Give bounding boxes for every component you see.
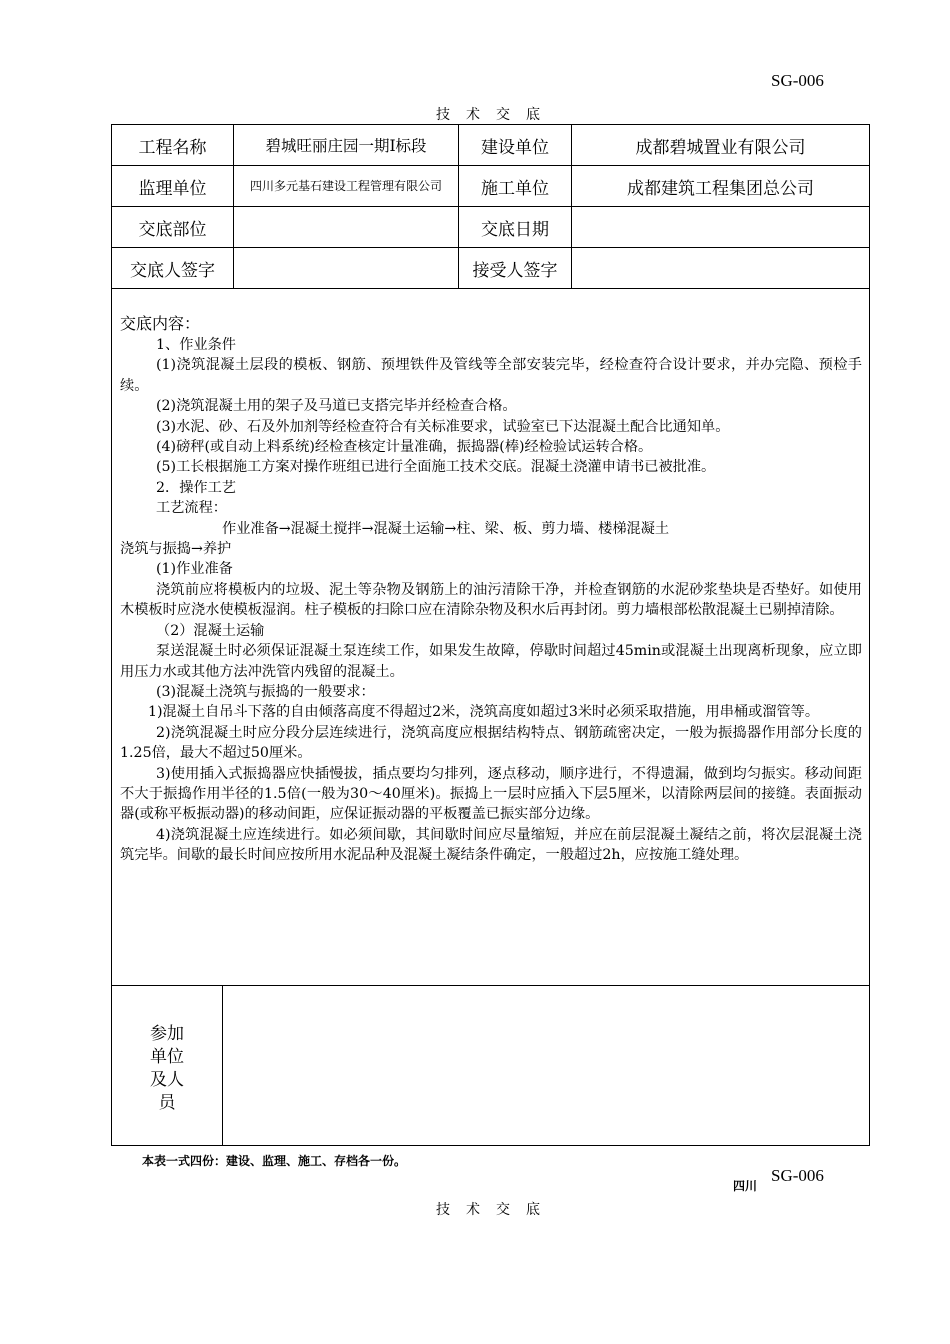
- owner-value: 成都碧城置业有限公司: [572, 125, 870, 166]
- participants-label-line: 单位: [150, 1047, 184, 1067]
- giver-sign-field[interactable]: [234, 248, 459, 289]
- contractor-label: 施工单位: [459, 166, 572, 207]
- paragraph: 4)浇筑混凝土应连续进行。如必须间歇，其间歇时间应尽量缩短，并应在前层混凝土凝结之前，将次层混凝土浇筑完毕。间歇的最长时间应按所用水泥品种及混凝土凝结条件确定，一般超过2h，应按施工缝处理。: [120, 826, 862, 864]
- date-label: 交底日期: [459, 207, 572, 248]
- project-name-value: 碧城旺丽庄园一期Ⅰ标段: [234, 125, 459, 166]
- participants-label-line: 员: [158, 1093, 176, 1113]
- header-table: [111, 124, 870, 289]
- paragraph: (4)磅秤(或自动上料系统)经检查核定计量准确，振捣器(棒)经检验试运转合格。: [156, 439, 653, 456]
- page2-fragment: 四川: [733, 1179, 758, 1193]
- paragraph: (2)浇筑混凝土用的架子及马道已支搭完毕并经检查合格。: [156, 398, 517, 415]
- footnote: 本表一式四份：建设、监理、施工、存档各一份。: [142, 1154, 407, 1168]
- title-char: 底: [526, 107, 540, 123]
- title-char: 术: [466, 1202, 480, 1218]
- participants-label-line: 参加: [150, 1024, 184, 1044]
- paragraph: 浇筑前应将模板内的垃圾、泥土等杂物及钢筋上的油污清除干净，并检查钢筋的水泥砂浆垫块是否垫好。如使用木模板时应浇水使模板湿润。柱子模板的扫除口应在清除杂物及积水后再封闭。剪力墙根部松散混凝土已剔掉清除。: [120, 581, 862, 619]
- title-char: 交: [496, 1202, 510, 1218]
- contractor-value: 成都建筑工程集团总公司: [572, 166, 870, 207]
- process-flow: 作业准备→混凝土搅拌→混凝土运输→柱、梁、板、剪力墙、楼梯混凝土: [222, 520, 670, 537]
- content-heading: 交底内容：: [120, 314, 201, 333]
- form-code-page2: SG-006: [771, 1166, 824, 1185]
- participants-box: [111, 985, 870, 1146]
- page-title: [436, 104, 540, 124]
- title-char: 交: [496, 107, 510, 123]
- paragraph: (1)浇筑混凝土层段的模板、钢筋、预埋铁件及管线等全部安装完毕，经检查符合设计要求，并办完隐、预检手续。: [120, 357, 862, 394]
- form-code: SG-006: [771, 71, 824, 90]
- process-flow: 浇筑与振捣→养护: [120, 541, 232, 558]
- title-char: 底: [526, 1202, 540, 1218]
- title-char: 术: [466, 107, 480, 123]
- paragraph: 2)浇筑混凝土时应分段分层连续进行，浇筑高度应根据结构特点、钢筋疏密决定，一般为振捣器作用部分长度的1.25倍，最大不超过50厘米。: [120, 724, 862, 762]
- receiver-sign-field[interactable]: [572, 248, 870, 289]
- participants-label-line: 及人: [150, 1070, 184, 1090]
- paragraph: 泵送混凝土时必须保证混凝土泵连续工作，如果发生故障，停歇时间超过45min或混凝土出现离析现象，应立即用压力水或其他方法冲洗管内残留的混凝土。: [120, 643, 862, 680]
- paragraph: （2）混凝土运输: [156, 622, 265, 639]
- paragraph: (3)混凝土浇筑与振捣的一般要求：: [156, 683, 375, 700]
- paragraph: 工艺流程：: [156, 500, 227, 517]
- paragraph: 1)混凝土自吊斗下落的自由倾落高度不得超过2米，浇筑高度如超过3米时必须采取措施，用串桶或溜管等。: [148, 704, 820, 721]
- owner-label: 建设单位: [459, 125, 572, 166]
- participants-field[interactable]: [223, 985, 869, 1145]
- supervisor-label: 监理单位: [112, 166, 234, 207]
- section-heading: 1、作业条件: [156, 337, 236, 353]
- receiver-sign-label: 接受人签字: [459, 248, 572, 289]
- project-name-label: 工程名称: [112, 125, 234, 166]
- paragraph: (5)工长根据施工方案对操作班组已进行全面施工技术交底。混凝土浇灌申请书已被批准。: [156, 459, 716, 476]
- paragraph: (3)水泥、砂、石及外加剂等经检查符合有关标准要求，试验室已下达混凝土配合比通知单。: [156, 418, 730, 435]
- paragraph: 3)使用插入式振捣器应快插慢拔，插点要均匀排列，逐点移动，顺序进行，不得遗漏，做到均匀振实。移动间距不大于振捣作用半径的1.5倍(一般为30～40厘米)。振捣上一层时应插入下层5厘米，以清除两层间的接缝。表面振动器(或称平板振动器)的移动间距，应保证振动器的平板覆盖已振实部分边缘。: [120, 765, 862, 823]
- supervisor-value: 四川多元基石建设工程管理有限公司: [234, 166, 459, 207]
- section-heading: 2．操作工艺: [156, 479, 236, 496]
- title-char: 技: [436, 1202, 450, 1218]
- page2-title: [436, 1199, 540, 1219]
- title-char: 技: [436, 107, 450, 123]
- giver-sign-label: 交底人签字: [112, 248, 234, 289]
- paragraph: (1)作业准备: [156, 561, 233, 578]
- location-field[interactable]: [234, 207, 459, 248]
- location-label: 交底部位: [112, 207, 234, 248]
- date-field[interactable]: [572, 207, 870, 248]
- disclosure-content: [120, 313, 862, 866]
- participants-label: [112, 1023, 222, 1115]
